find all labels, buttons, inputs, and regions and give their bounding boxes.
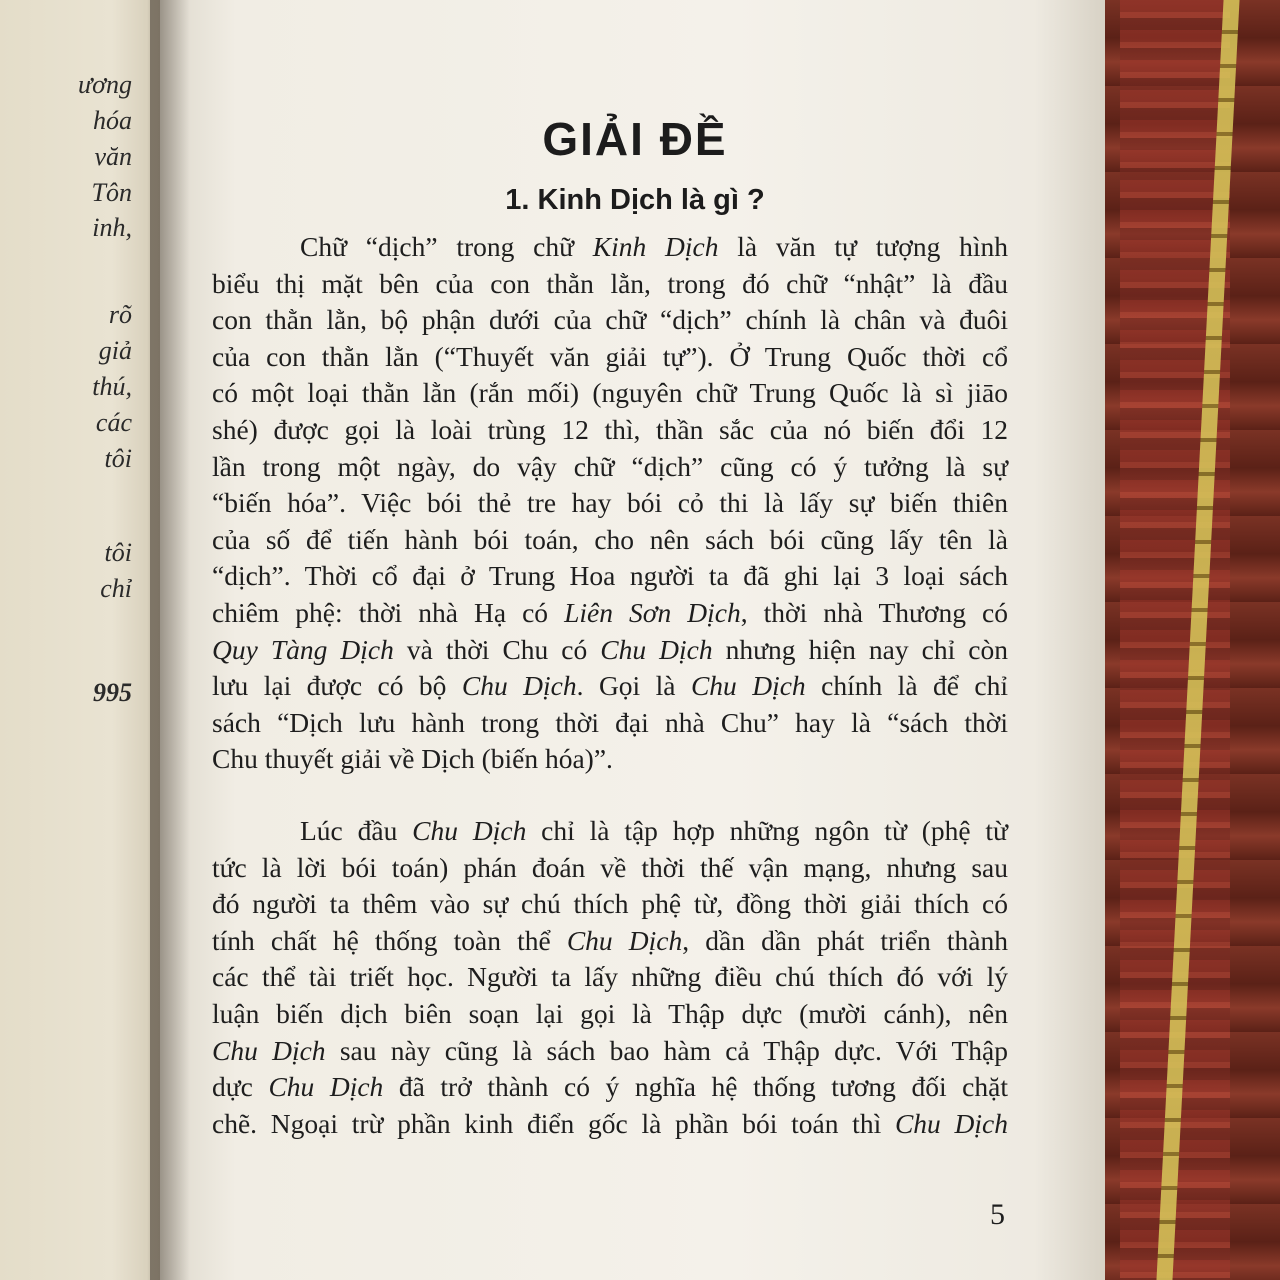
text-line: “biến hóa”. Việc bói thẻ tre hay bói cỏ thi là lấy sự biến thiên — [212, 487, 1008, 519]
left-page-line: rõ — [108, 300, 132, 329]
text-line: con thằn lằn, bộ phận dưới của chữ “dịch” chính là chân và đuôi — [212, 304, 1008, 336]
text-line: đó người ta thêm vào sự chú thích phệ từ, đồng thời giải thích có — [212, 888, 1008, 920]
text-line: các thể tài triết học. Người ta lấy những điều chú thích đó với lý — [212, 961, 1008, 993]
text-line: biểu thị mặt bên của con thằn lằn, trong đó chữ “nhật” là đầu — [212, 267, 1008, 299]
left-page-line: giả — [98, 336, 132, 365]
left-page-line: inh, — [92, 213, 132, 242]
paragraph-2 — [212, 813, 1008, 1142]
text-line: tức là lời bói toán) phán đoán về thời thế vận mạng, nhưng sau — [212, 851, 1008, 883]
page-number: 5 — [990, 1198, 1005, 1231]
text-line: shé) được gọi là loài trùng 12 thì, thần sắc của nó biến đổi 12 — [212, 413, 1008, 445]
text-line: Lúc đầu Chu Dịch chỉ là tập hợp những ngôn từ (phệ từ — [300, 815, 1008, 846]
text-line: chiêm phệ: thời nhà Hạ có Liên Sơn Dịch, thời nhà Thương có — [212, 596, 1008, 628]
text-line: Quy Tàng Dịch và thời Chu có Chu Dịch nhưng hiện nay chỉ còn — [212, 633, 1008, 665]
text-line: sách “Dịch lưu hành trong thời đại nhà Chu” hay là “sách thời — [212, 706, 1008, 738]
text-line: có một loại thằn lằn (rắn mối) (nguyên chữ Trung Quốc là sì jiāo — [212, 377, 1008, 409]
left-page-line: thú, — [92, 372, 132, 401]
text-line: tính chất hệ thống toàn thể Chu Dịch, dần dần phát triển thành — [212, 924, 1008, 956]
left-page-line: 995 — [93, 678, 132, 707]
previous-page — [0, 0, 160, 1280]
text-line: chẽ. Ngoại trừ phần kinh điển gốc là phần bói toán thì Chu Dịch — [212, 1107, 1008, 1139]
left-page-line: các — [95, 408, 132, 437]
text-line: Chu Dịch sau này cũng là sách bao hàm cả Thập dực. Với Thập — [212, 1034, 1008, 1066]
paragraph-1 — [212, 229, 1008, 778]
text-line: lưu lại được có bộ Chu Dịch. Gọi là Chu Dịch chính là để chỉ — [212, 670, 1008, 702]
left-page-line: hóa — [93, 106, 132, 135]
left-page-line: chỉ — [100, 574, 132, 603]
left-page-line: tôi — [104, 444, 132, 473]
text-line: dực Chu Dịch đã trở thành có ý nghĩa hệ thống tương đối chặt — [212, 1071, 1008, 1103]
text-line: lần trong một ngày, do vậy chữ “dịch” cũng có ý tưởng là sự — [212, 450, 1008, 482]
text-line: “dịch”. Thời cổ đại ở Trung Hoa người ta đã ghi lại 3 loại sách — [212, 560, 1008, 592]
text-line: của số để tiến hành bói toán, cho nên sách bói cũng lấy tên là — [212, 523, 1008, 555]
left-page-line: tôi — [104, 538, 132, 567]
text-line: luận biến dịch biên soạn lại gọi là Thập dực (mười cánh), nên — [212, 997, 1008, 1029]
text-line: Chu thuyết giải về Dịch (biến hóa)”. — [212, 743, 613, 775]
text-line: của con thằn lằn (“Thuyết văn giải tự”). Ở Trung Quốc thời cổ — [212, 340, 1008, 372]
left-page-line: ương — [77, 70, 132, 99]
text-line: Chữ “dịch” trong chữ Kinh Dịch là văn tự tượng hình — [300, 231, 1008, 262]
left-page-line: văn — [94, 142, 132, 171]
section-heading: 1. Kinh Dịch là gì ? — [505, 184, 765, 216]
left-page-line: Tôn — [91, 178, 132, 207]
page-title: GIẢI ĐỀ — [542, 113, 728, 165]
